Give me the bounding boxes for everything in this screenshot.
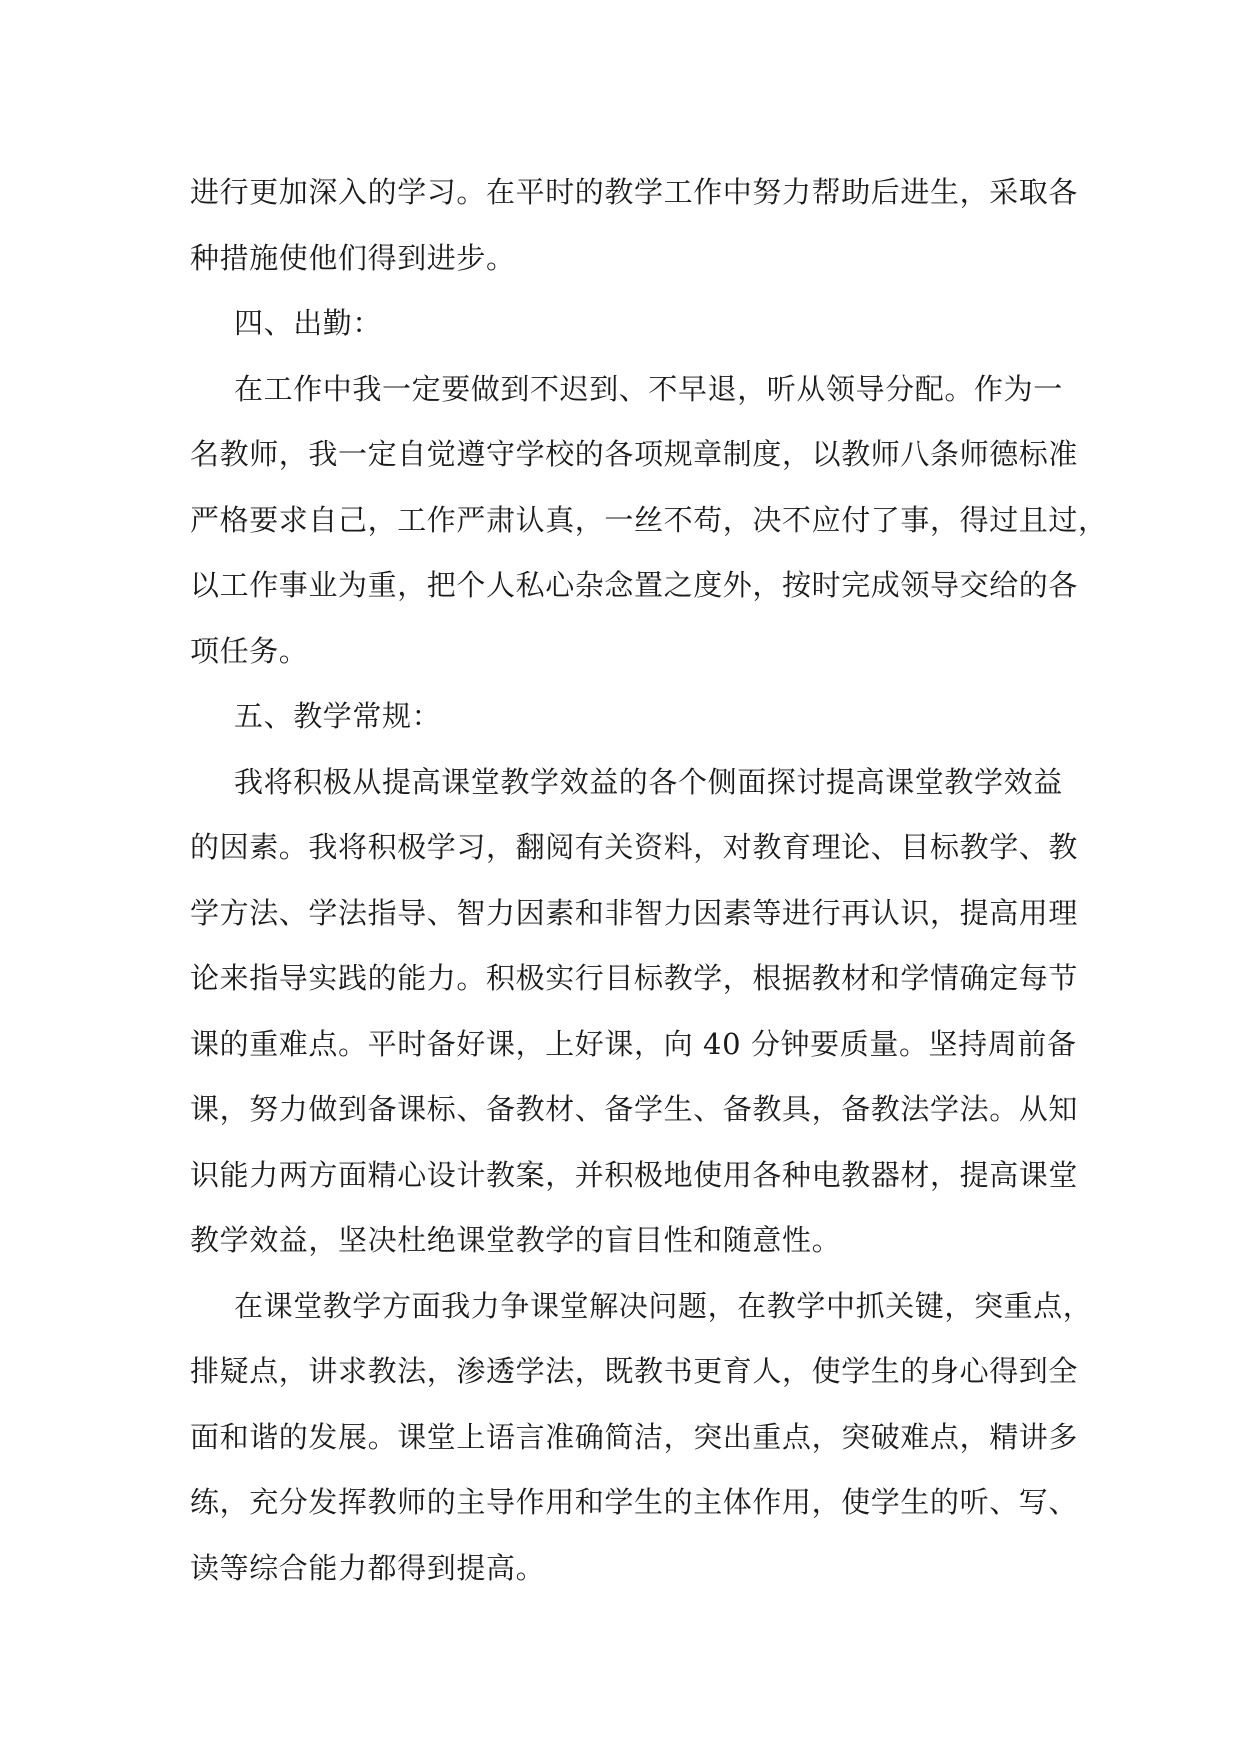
paragraph-teaching-routine xyxy=(190,750,1079,1274)
heading-text: 四、出勤： xyxy=(234,306,383,340)
text-line: 课，努力做到备课标、备教材、备学生、备教具，备教法学法。从知 xyxy=(190,1092,1079,1126)
paragraph-attendance xyxy=(190,357,1108,685)
text-line: 面和谐的发展。课堂上语言准确简洁，突出重点，突破难点，精讲多 xyxy=(190,1419,1079,1454)
document-body xyxy=(190,160,1108,1601)
text-line: 学方法、学法指导、智力因素和非智力因素等进行再认识，提高用理 xyxy=(190,895,1079,930)
text-line: 识能力两方面精心设计教案，并积极地使用各种电教器材，提高课堂 xyxy=(190,1157,1079,1192)
text-line: 在工作中我一定要做到不迟到、不早退，听从领导分配。作为一 xyxy=(234,371,1063,406)
text-line: 进行更加深入的学习。在平时的教学工作中努力帮助后进生，采取各 xyxy=(190,175,1079,209)
text-line: 教学效益，坚决杜绝课堂教学的盲目性和随意性。 xyxy=(190,1223,842,1257)
text-line: 的因素。我将积极学习，翻阅有关资料，对教育理论、目标教学、教 xyxy=(190,830,1079,864)
paragraph-classroom-teaching xyxy=(190,1274,1093,1602)
text-line: 项任务。 xyxy=(190,633,309,668)
text-line: 读等综合能力都得到提高。 xyxy=(190,1550,546,1585)
text-line: 以工作事业为重，把个人私心杂念置之度外，按时完成领导交给的各 xyxy=(190,568,1079,602)
text-line: 练，充分发挥教师的主导作用和学生的主体作用，使学生的听、写、 xyxy=(190,1485,1079,1519)
heading-text: 五、教学常规： xyxy=(234,699,442,733)
section-heading-teaching-routine xyxy=(190,684,1070,750)
paragraph-learning-continuation xyxy=(190,160,1079,291)
text-line: 论来指导实践的能力。积极实行目标教学，根据教材和学情确定每节 xyxy=(190,961,1079,995)
text-line: 在课堂教学方面我力争课堂解决问题，在教学中抓关键，突重点， xyxy=(234,1288,1093,1323)
text-line: 排疑点，讲求教法，渗透学法，既教书更育人，使学生的身心得到全 xyxy=(190,1354,1079,1388)
text-line: 种措施使他们得到进步。 xyxy=(190,240,516,275)
text-line: 严格要求自己，工作严肃认真，一丝不苟，决不应付了事，得过且过， xyxy=(190,502,1108,537)
text-line: 课的重难点。平时备好课，上好课，向 40 分钟要质量。坚持周前备 xyxy=(190,1026,1077,1061)
section-heading-attendance xyxy=(190,291,1070,357)
text-line: 名教师，我一定自觉遵守学校的各项规章制度，以教师八条师德标准 xyxy=(190,437,1079,471)
text-line: 我将积极从提高课堂教学效益的各个侧面探讨提高课堂教学效益 xyxy=(234,764,1063,799)
